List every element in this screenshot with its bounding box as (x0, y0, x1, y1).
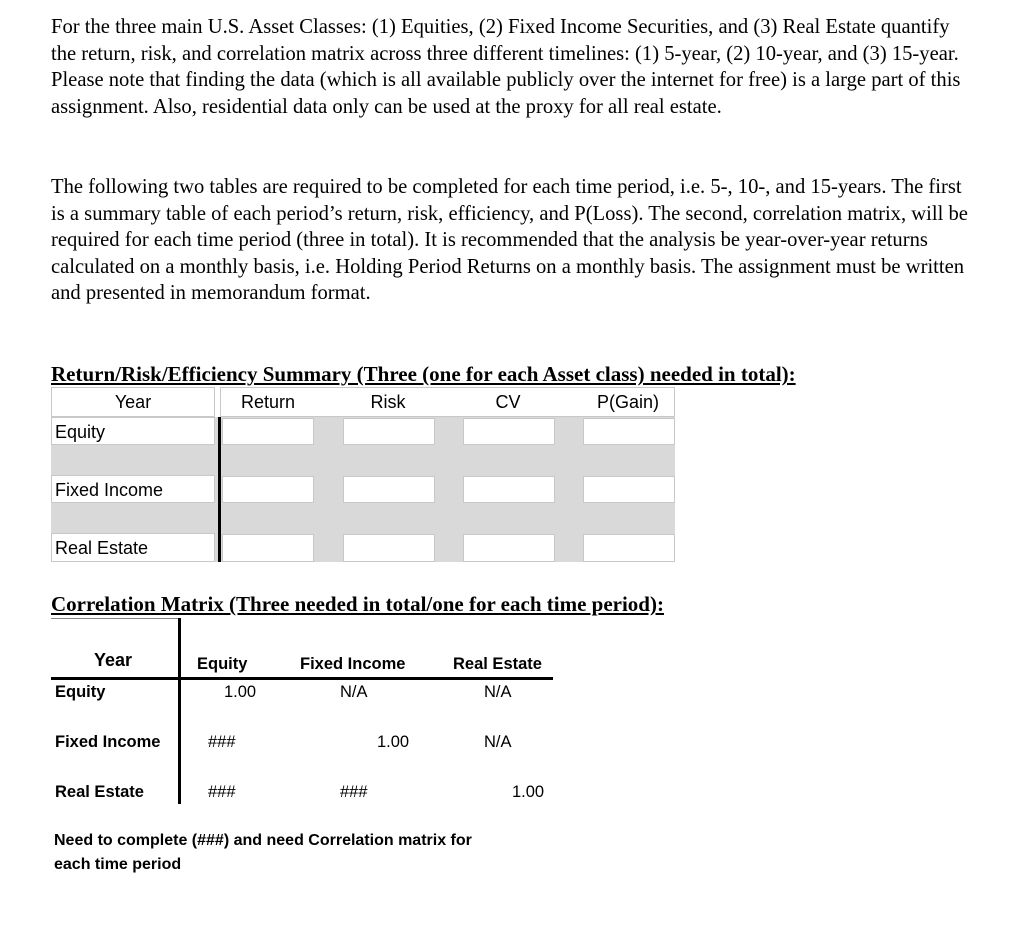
matrix-corner-label: Year (94, 650, 133, 670)
correlation-matrix-heading: Correlation Matrix (Three needed in total/one for each time period): (51, 592, 664, 616)
matrix-cell: ### (340, 783, 368, 801)
summary-col-cv: CV (495, 392, 521, 412)
summary-cell (222, 418, 314, 445)
summary-cell (343, 476, 435, 503)
matrix-col-fixed-income: Fixed Income (300, 655, 406, 673)
summary-cell (463, 476, 555, 503)
summary-cell (583, 476, 675, 503)
summary-row-fixed-income: Fixed Income (55, 480, 164, 500)
matrix-header-rule (51, 677, 553, 680)
summary-row-real-estate: Real Estate (55, 538, 149, 558)
summary-col-pgain: P(Gain) (596, 392, 659, 412)
summary-table-heading: Return/Risk/Efficiency Summary (Three (one for each Asset class) needed in total): (51, 362, 796, 386)
instructions-paragraph: The following two tables are required to be completed for each time period, i.e. 5-, 10-, and 15-years. The first is a summary table of each period’s return, risk, efficiency, and P(Loss). The second, correlation matrix, will be required for each time period (three in total). It is recommended that the analysis be year-over-year returns calculated on a monthly basis, i.e. Holding Period Returns on a monthly basis. The assignment must be written and presented in memorandum format. (51, 176, 968, 305)
matrix-top-rule (51, 618, 181, 619)
matrix-row-fixed-income: Fixed Income (55, 733, 161, 751)
matrix-cell: 1.00 (377, 733, 410, 751)
matrix-cell: ### (208, 783, 236, 801)
matrix-row-real-estate: Real Estate (55, 783, 144, 801)
summary-cell (463, 418, 555, 445)
summary-cell (583, 534, 675, 562)
matrix-cell: N/A (340, 683, 368, 701)
matrix-col-real-estate: Real Estate (453, 655, 542, 673)
matrix-vertical-rule (178, 618, 181, 804)
matrix-cell: 1.00 (224, 683, 257, 701)
matrix-cell: N/A (484, 683, 512, 701)
summary-cell (343, 418, 435, 445)
matrix-cell: 1.00 (512, 783, 545, 801)
summary-cell (463, 534, 555, 562)
intro-paragraph: For the three main U.S. Asset Classes: (1) Equities, (2) Fixed Income Securities, and (3) Real Estate quantify the return, risk, and correlation matrix across three different timelines: (1) 5-year, (2) 10-year, and (3) 15-year. Please note that finding the data (which is all available publicly over the internet for free) is a large part of this assignment. Also, residential data only can be used at the proxy for all real estate. (51, 16, 961, 118)
completion-note: Need to complete (###) and need Correlation matrix for each time period (54, 832, 472, 873)
matrix-cell: ### (208, 733, 236, 751)
summary-cell (222, 534, 314, 562)
summary-col-return: Return (240, 392, 296, 412)
summary-cell (343, 534, 435, 562)
summary-cell (222, 476, 314, 503)
summary-cell (583, 418, 675, 445)
matrix-cell: N/A (484, 733, 512, 751)
summary-divider (218, 417, 221, 562)
summary-col-year: Year (114, 392, 152, 412)
summary-col-risk: Risk (370, 392, 406, 412)
matrix-col-equity: Equity (197, 655, 248, 673)
summary-row-equity: Equity (55, 422, 106, 442)
matrix-row-equity: Equity (55, 683, 106, 701)
